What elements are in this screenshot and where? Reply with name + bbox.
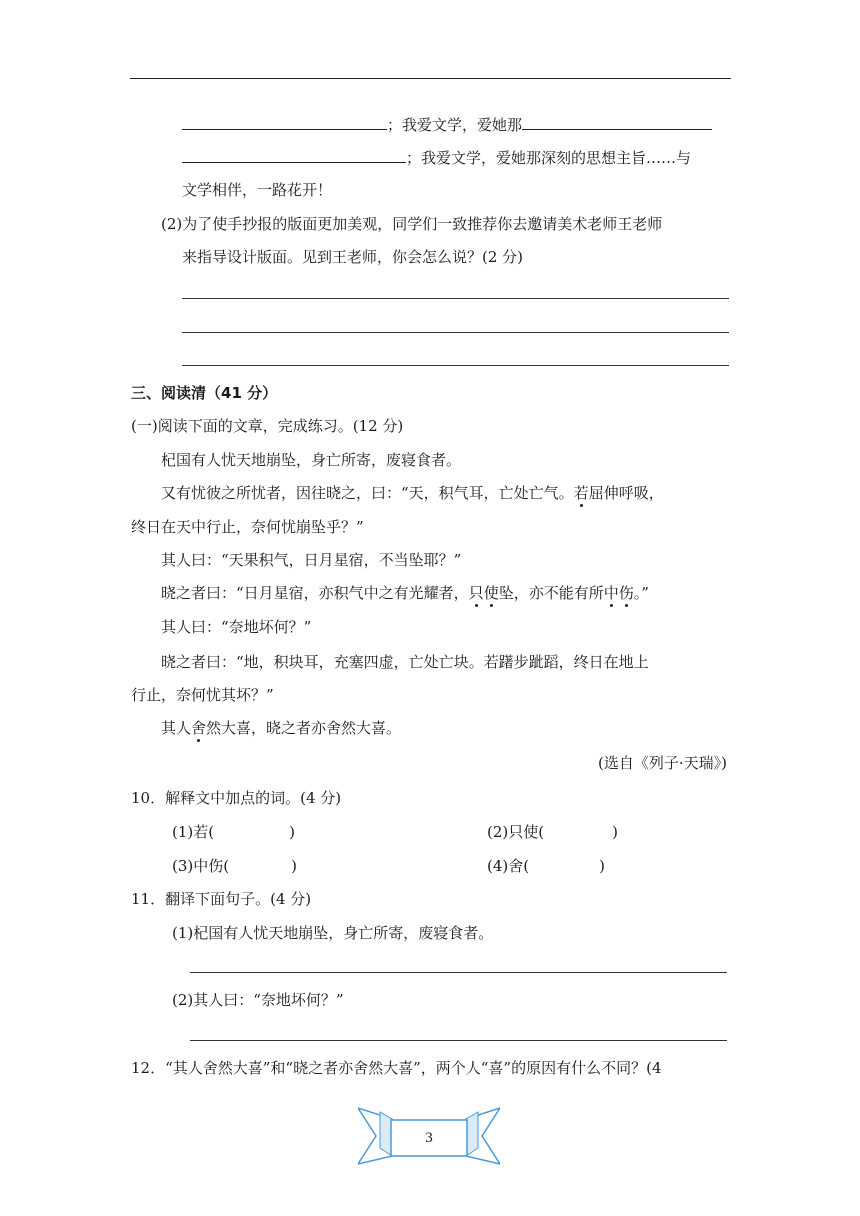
q10-item-4 xyxy=(487,856,605,876)
q9-line-1-text: ；我爱文学，爱她那 xyxy=(387,116,523,134)
passage-para-7 xyxy=(161,718,401,738)
close-paren: ) xyxy=(599,857,605,875)
dotted-word: 若 xyxy=(573,484,589,502)
q10-item-2 xyxy=(487,822,618,842)
passage-text: 晓之者曰：“日月星宿，亦积气中之有光耀者， xyxy=(161,584,469,602)
passage-text: 。” xyxy=(633,584,649,602)
passage-para-2-line2: 终日在天中行止，奈何忧崩坠乎？” xyxy=(131,518,364,536)
q10-item-3-label: (3)中伤( xyxy=(172,857,230,875)
answer-line[interactable] xyxy=(190,972,727,973)
q10-item-1 xyxy=(172,822,295,842)
q11-stem: 11．翻译下面句子。(4 分) xyxy=(131,890,312,908)
dotted-word: 中 xyxy=(603,584,619,602)
answer-line[interactable] xyxy=(182,365,729,366)
dotted-word: 舍 xyxy=(191,719,207,737)
header-rule xyxy=(130,78,731,79)
passage-text: 又有忧彼之所忧者，因往晓之，曰：“天，积气耳，亡处亡气。 xyxy=(161,484,574,502)
q10-stem: 10．解释文中加点的词。(4 分) xyxy=(131,789,342,807)
q11-sentence-1: (1)杞国有人忧天地崩坠，身亡所寄，废寝食者。 xyxy=(172,924,494,942)
q10-item-1-label: (1)若( xyxy=(172,823,215,841)
passage-para-6-line2: 行止，奈何忧其坏？” xyxy=(131,686,274,704)
q9-line-2-text: ；我爱文学，爱她那深刻的思想主旨……与 xyxy=(406,149,692,167)
part-heading: (一)阅读下面的文章，完成练习。(12 分) xyxy=(131,417,404,435)
q10-item-2-label: (2)只使( xyxy=(487,823,545,841)
q10-item-3 xyxy=(172,856,297,876)
passage-para-5: 其人曰：“奈地坏何？” xyxy=(161,618,312,636)
answer-blank[interactable] xyxy=(522,114,712,130)
passage-para-4 xyxy=(161,583,649,603)
q9-line-2 xyxy=(182,147,691,168)
q9-line-1 xyxy=(182,114,712,135)
answer-line[interactable] xyxy=(190,1040,727,1041)
passage-text: 其人 xyxy=(161,719,192,737)
q9-sub2-line2: 来指导设计版面。见到王老师，你会怎么说？(2 分) xyxy=(182,248,524,266)
passage-text: 屈伸呼吸， xyxy=(588,484,664,502)
q9-sub2-line1: (2)为了使手抄报的版面更加美观，同学们一致推荐你去邀请美术老师王老师 xyxy=(161,215,663,233)
q12-stem: 12．“其人舍然大喜”和“晓之者亦舍然大喜”，两个人“喜”的原因有什么不同？(4 xyxy=(131,1059,662,1077)
q10-item-4-label: (4)舍( xyxy=(487,857,530,875)
close-paren: ) xyxy=(291,857,297,875)
passage-para-2-line1 xyxy=(161,483,664,503)
q9-line-3: 文学相伴，一路花开！ xyxy=(182,181,333,199)
answer-blank[interactable] xyxy=(182,147,406,163)
passage-para-6-line1: 晓之者曰：“地，积块耳，充塞四虚，亡处亡块。若躇步跐蹈，终日在地上 xyxy=(161,653,649,671)
dotted-word: 只 xyxy=(468,584,484,602)
passage-text: 坠，亦不能有所 xyxy=(498,584,604,602)
answer-line[interactable] xyxy=(182,332,729,333)
page-number: 3 xyxy=(425,1130,433,1146)
answer-blank[interactable] xyxy=(182,114,387,130)
passage-para-3: 其人曰：“天果积气，日月星宿，不当坠耶？” xyxy=(161,551,462,569)
close-paren: ) xyxy=(612,823,618,841)
answer-line[interactable] xyxy=(182,298,729,299)
close-paren: ) xyxy=(289,823,295,841)
passage-text: 然大喜，晓之者亦舍然大喜。 xyxy=(206,719,402,737)
dotted-word: 使 xyxy=(483,584,499,602)
dotted-word: 伤 xyxy=(618,584,634,602)
q11-sentence-2: (2)其人曰：“奈地坏何？” xyxy=(172,991,344,1009)
passage-para-1: 杞国有人忧天地崩坠，身亡所寄，废寝食者。 xyxy=(161,451,462,469)
section-heading: 三、阅读清（41 分） xyxy=(131,384,278,402)
passage-source: (选自《列子·天瑞》) xyxy=(598,754,727,772)
